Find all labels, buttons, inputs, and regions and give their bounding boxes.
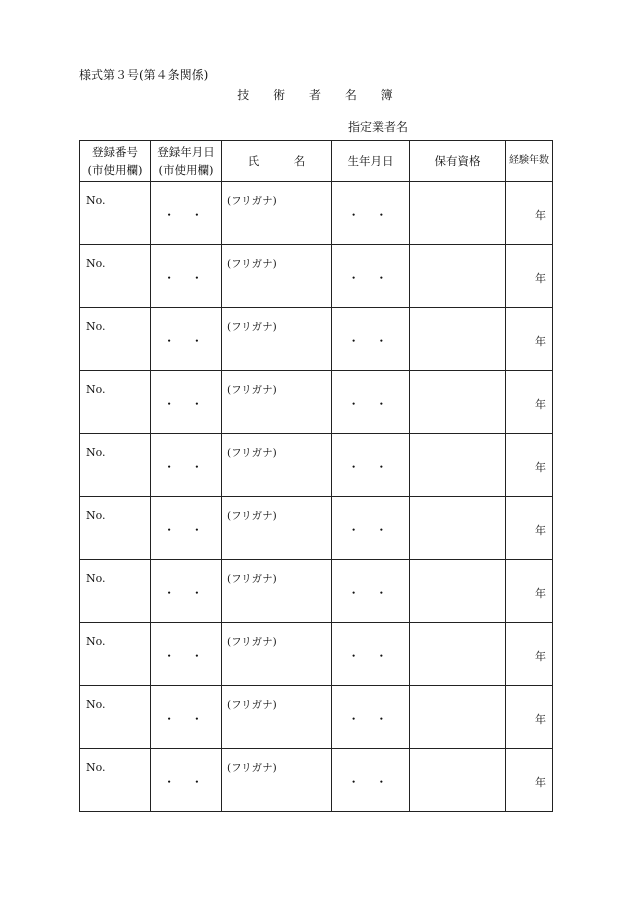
year-unit: 年	[535, 776, 546, 789]
table-row	[80, 308, 553, 371]
header-name: 氏 名	[222, 141, 332, 182]
reg-no-label: No.	[86, 509, 106, 522]
birth-dots: ・ ・	[347, 460, 394, 474]
reg-no-label: No.	[86, 383, 106, 396]
qualification-cell[interactable]	[410, 182, 506, 245]
reg-date-dots: ・ ・	[163, 649, 209, 663]
reg-no-label: No.	[86, 761, 106, 774]
experience-cell[interactable]	[506, 308, 553, 371]
birth-dots: ・ ・	[347, 712, 394, 726]
year-unit: 年	[535, 398, 546, 411]
reg-no-cell[interactable]	[80, 497, 151, 560]
reg-date-dots: ・ ・	[163, 712, 209, 726]
reg-no-label: No.	[86, 446, 106, 459]
birth-dots: ・ ・	[347, 586, 394, 600]
experience-cell[interactable]	[506, 560, 553, 623]
birth-dots: ・ ・	[347, 334, 394, 348]
experience-cell[interactable]	[506, 749, 553, 812]
reg-date-cell[interactable]	[151, 749, 222, 812]
reg-date-dots: ・ ・	[163, 271, 209, 285]
header-reg-no	[80, 141, 151, 182]
year-unit: 年	[535, 650, 546, 663]
experience-cell[interactable]	[506, 245, 553, 308]
year-unit: 年	[535, 587, 546, 600]
reg-date-cell[interactable]	[151, 182, 222, 245]
furigana-label: (フリガナ)	[227, 699, 277, 711]
qualification-cell[interactable]	[410, 749, 506, 812]
birth-dots: ・ ・	[347, 775, 394, 789]
table-row	[80, 434, 553, 497]
contractor-label: 指定業者名	[348, 120, 409, 134]
qualification-cell[interactable]	[410, 560, 506, 623]
experience-cell[interactable]	[506, 623, 553, 686]
form-number: 様式第３号(第４条関係)	[79, 68, 209, 82]
table-row	[80, 623, 553, 686]
reg-no-cell[interactable]	[80, 182, 151, 245]
birth-dots: ・ ・	[347, 208, 394, 222]
title-char: 術	[273, 88, 286, 102]
reg-no-label: No.	[86, 257, 106, 270]
year-unit: 年	[535, 713, 546, 726]
experience-cell[interactable]	[506, 371, 553, 434]
table-row	[80, 245, 553, 308]
reg-no-cell[interactable]	[80, 560, 151, 623]
header-reg-date-line2: (市使用欄)	[158, 163, 214, 177]
birth-dots: ・ ・	[347, 271, 394, 285]
furigana-label: (フリガナ)	[227, 195, 277, 207]
title-char: 技	[237, 88, 250, 102]
name-cell[interactable]	[222, 308, 332, 371]
table-row	[80, 560, 553, 623]
reg-no-label: No.	[86, 572, 106, 585]
reg-date-cell[interactable]	[151, 497, 222, 560]
header-birth: 生年月日	[332, 141, 410, 182]
reg-no-cell[interactable]	[80, 749, 151, 812]
reg-no-label: No.	[86, 194, 106, 207]
reg-no-cell[interactable]	[80, 245, 151, 308]
year-unit: 年	[535, 209, 546, 222]
reg-no-cell[interactable]	[80, 623, 151, 686]
furigana-label: (フリガナ)	[227, 762, 277, 774]
table-row	[80, 182, 553, 245]
reg-date-dots: ・ ・	[163, 460, 209, 474]
furigana-label: (フリガナ)	[227, 573, 277, 585]
birth-cell[interactable]	[332, 686, 410, 749]
table-row	[80, 686, 553, 749]
furigana-label: (フリガナ)	[227, 258, 277, 270]
reg-no-cell[interactable]	[80, 434, 151, 497]
qualification-cell[interactable]	[410, 686, 506, 749]
title-char: 名	[344, 88, 357, 102]
reg-date-cell[interactable]	[151, 623, 222, 686]
name-cell[interactable]	[222, 749, 332, 812]
reg-date-dots: ・ ・	[163, 397, 209, 411]
reg-date-cell[interactable]	[151, 371, 222, 434]
reg-no-cell[interactable]	[80, 371, 151, 434]
reg-no-cell[interactable]	[80, 308, 151, 371]
qualification-cell[interactable]	[410, 623, 506, 686]
reg-no-cell[interactable]	[80, 686, 151, 749]
reg-date-cell[interactable]	[151, 560, 222, 623]
table-row	[80, 497, 553, 560]
name-cell[interactable]	[222, 560, 332, 623]
reg-no-label: No.	[86, 698, 106, 711]
reg-no-label: No.	[86, 635, 106, 648]
birth-cell[interactable]	[332, 308, 410, 371]
page-title	[0, 86, 630, 103]
reg-date-dots: ・ ・	[163, 586, 209, 600]
reg-date-dots: ・ ・	[163, 775, 209, 789]
engineer-roster-table	[79, 140, 553, 812]
birth-cell[interactable]	[332, 182, 410, 245]
reg-date-cell[interactable]	[151, 308, 222, 371]
year-unit: 年	[535, 524, 546, 537]
year-unit: 年	[535, 335, 546, 348]
experience-cell[interactable]	[506, 182, 553, 245]
experience-cell[interactable]	[506, 434, 553, 497]
birth-cell[interactable]	[332, 560, 410, 623]
header-qualification: 保有資格	[410, 141, 506, 182]
experience-cell[interactable]	[506, 497, 553, 560]
reg-date-cell[interactable]	[151, 434, 222, 497]
qualification-cell[interactable]	[410, 497, 506, 560]
furigana-label: (フリガナ)	[227, 321, 277, 333]
name-cell[interactable]	[222, 623, 332, 686]
qualification-cell[interactable]	[410, 308, 506, 371]
name-cell[interactable]	[222, 371, 332, 434]
name-cell[interactable]	[222, 245, 332, 308]
table-row	[80, 371, 553, 434]
birth-cell[interactable]	[332, 749, 410, 812]
header-reg-date	[151, 141, 222, 182]
qualification-cell[interactable]	[410, 245, 506, 308]
name-cell[interactable]	[222, 434, 332, 497]
qualification-cell[interactable]	[410, 434, 506, 497]
birth-cell[interactable]	[332, 245, 410, 308]
furigana-label: (フリガナ)	[227, 636, 277, 648]
birth-dots: ・ ・	[347, 649, 394, 663]
header-reg-no-line2: (市使用欄)	[87, 163, 143, 177]
furigana-label: (フリガナ)	[227, 447, 277, 459]
header-experience: 経験年数	[506, 141, 553, 182]
name-cell[interactable]	[222, 686, 332, 749]
birth-cell[interactable]	[332, 623, 410, 686]
reg-date-dots: ・ ・	[163, 208, 209, 222]
title-char: 者	[308, 88, 321, 102]
furigana-label: (フリガナ)	[227, 384, 277, 396]
table-row	[80, 749, 553, 812]
furigana-label: (フリガナ)	[227, 510, 277, 522]
experience-cell[interactable]	[506, 686, 553, 749]
header-reg-date-line1: 登録年月日	[157, 145, 215, 159]
birth-dots: ・ ・	[347, 523, 394, 537]
year-unit: 年	[535, 272, 546, 285]
header-reg-no-line1: 登録番号	[92, 145, 138, 159]
title-char: 簿	[380, 88, 393, 102]
birth-cell[interactable]	[332, 371, 410, 434]
birth-dots: ・ ・	[347, 397, 394, 411]
reg-date-cell[interactable]	[151, 686, 222, 749]
reg-date-dots: ・ ・	[163, 334, 209, 348]
reg-date-cell[interactable]	[151, 245, 222, 308]
reg-date-dots: ・ ・	[163, 523, 209, 537]
reg-no-label: No.	[86, 320, 106, 333]
name-cell[interactable]	[222, 182, 332, 245]
name-cell[interactable]	[222, 497, 332, 560]
birth-cell[interactable]	[332, 497, 410, 560]
qualification-cell[interactable]	[410, 371, 506, 434]
table-body	[80, 182, 553, 812]
birth-cell[interactable]	[332, 434, 410, 497]
header-row	[80, 141, 553, 182]
year-unit: 年	[535, 461, 546, 474]
